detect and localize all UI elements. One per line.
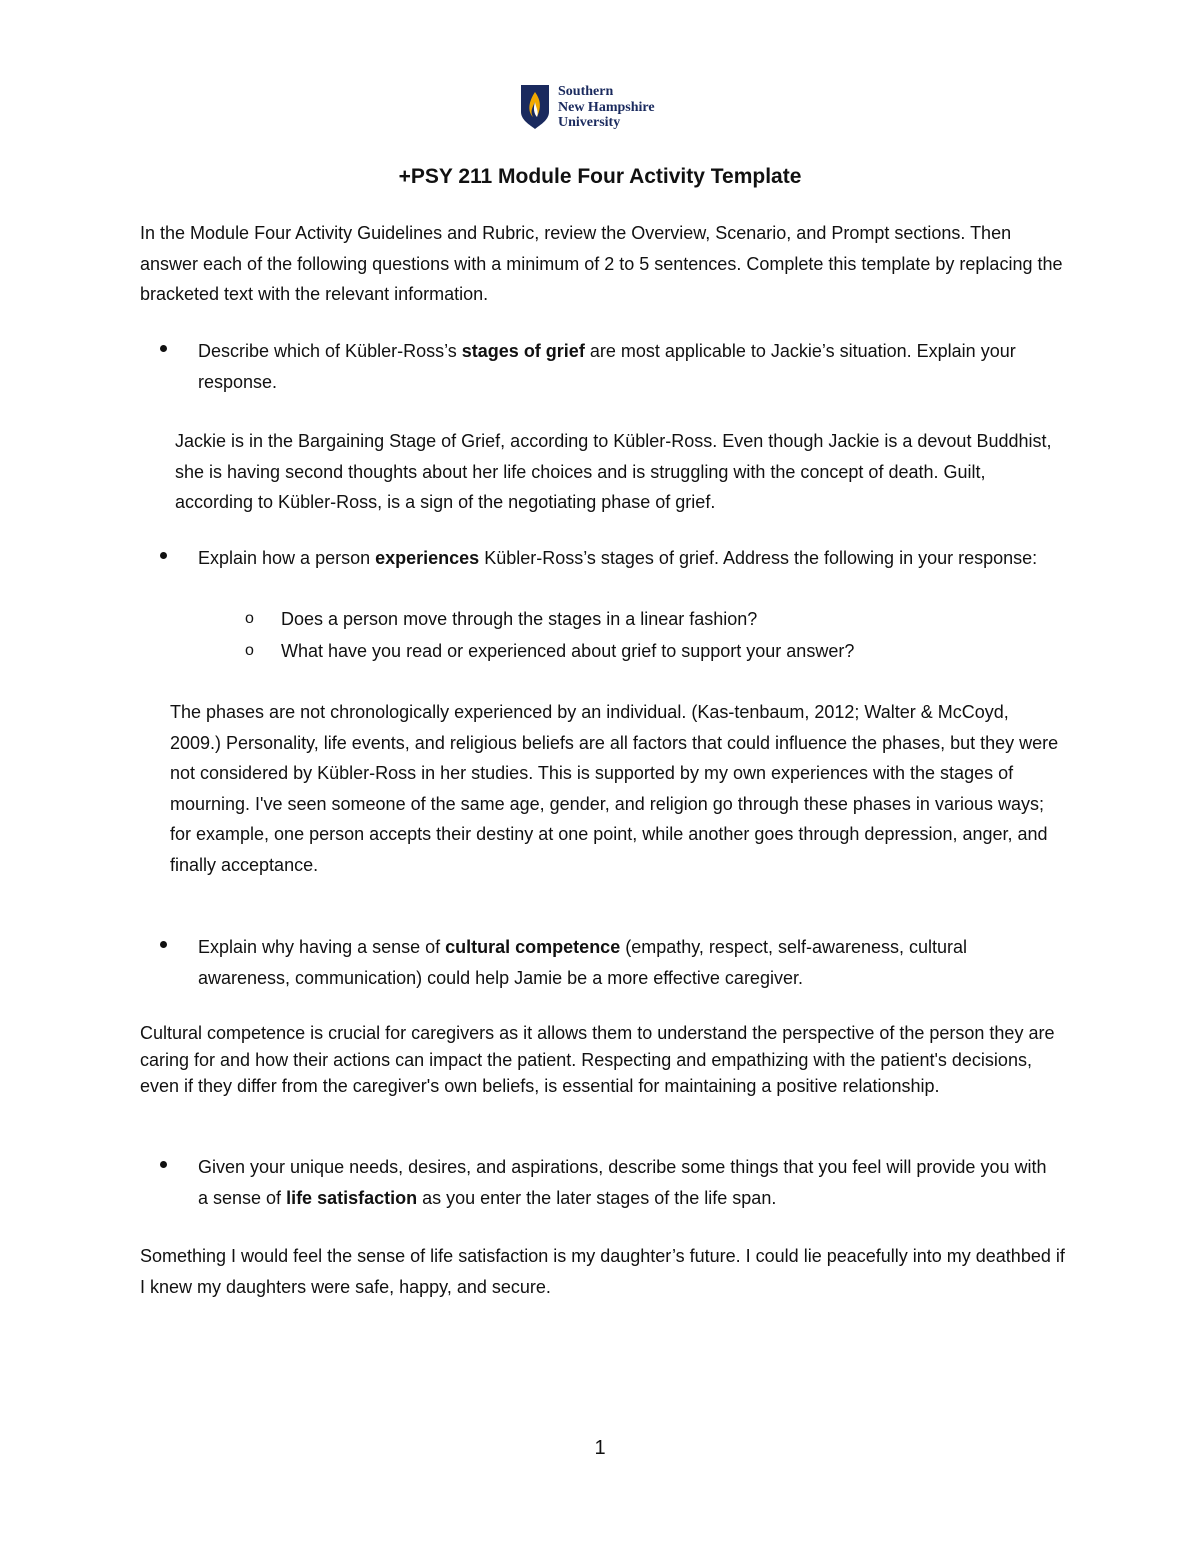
question-keyword: stages of grief — [461, 341, 585, 361]
answer-4: Something I would feel the sense of life satisfaction is my daughter’s future. I could lie peacefully into my deathbed if I knew my daughters were safe, happy, and secure. — [140, 1246, 1065, 1297]
question-keyword: experiences — [375, 548, 480, 568]
question-4 — [160, 1152, 1060, 1213]
question-text: Kübler-Ross’s stages of grief. Address the following in your response: — [479, 548, 1038, 568]
sub-question-2 — [245, 636, 1065, 667]
page-number: 1 — [594, 1437, 606, 1459]
question-text: are most applicable to Jackie’s situation. Explain your response. — [198, 341, 1016, 392]
question-text: Given your unique needs, desires, and aspirations, describe some things that you feel will provide you with a sense of — [198, 1157, 1047, 1208]
question-keyword: life satisfaction — [286, 1187, 418, 1208]
question-text: (empathy, respect, self-awareness, cultural awareness, communication) could help Jamie be a more effective caregiver. — [198, 937, 968, 988]
bullet-icon — [160, 552, 167, 559]
sub-bullet-icon: o — [245, 642, 254, 659]
logo-line-2: New Hampshire — [558, 99, 655, 115]
logo-line-1: Southern — [558, 84, 614, 99]
logo-wordmark — [558, 84, 655, 131]
question-2 — [160, 543, 1060, 574]
logo-line-3: University — [558, 115, 621, 130]
sub-question-text: What have you read or experienced about grief to support your answer? — [281, 641, 855, 661]
question-keyword: cultural competence — [445, 937, 621, 957]
document-title: +PSY 211 Module Four Activity Template — [398, 165, 802, 188]
bullet-icon — [160, 941, 167, 948]
bullet-icon — [160, 345, 167, 352]
university-logo — [520, 84, 655, 131]
question-1 — [160, 336, 1060, 397]
shield-icon — [520, 84, 550, 130]
answer-1: Jackie is in the Bargaining Stage of Grief, according to Kübler-Ross. Even though Jackie is a devout Buddhist, she is having second thoughts about her life choices and is struggling with the concept of death. Guilt, according to Kübler-Ross, is a sign of the negotiating phase of grief. — [175, 431, 1052, 512]
answer-3: Cultural competence is crucial for caregivers as it allows them to understand the perspective of the person they are caring for and how their actions can impact the patient. Respecting and empathizing with the patient's decisions, even if they differ from the caregiver's own beliefs, is essential for maintaining a positive relationship. — [140, 1023, 1055, 1096]
question-text: as you enter the later stages of the life span. — [417, 1187, 777, 1208]
answer-2: The phases are not chronologically experienced by an individual. (Kas-tenbaum, 2012; Walter & McCoyd, 2009.) Personality, life events, and religious beliefs are all factors that could influence the phases, but they were not considered by Kübler-Ross in her studies. This is supported by my own experiences with the stages of mourning. I've seen someone of the same age, gender, and religion go through these phases in various ways; for example, one person accepts their destiny at one point, while another goes through depression, anger, and finally acceptance. — [170, 702, 1059, 875]
intro-paragraph: In the Module Four Activity Guidelines and Rubric, review the Overview, Scenario, and Prompt sections. Then answer each of the following questions with a minimum of 2 to 5 sentences. Complete this template by replacing the bracketed text with the relevant information. — [140, 223, 1063, 304]
sub-bullet-icon: o — [245, 610, 254, 627]
question-text: Explain why having a sense of — [198, 937, 446, 957]
question-text: Describe which of Kübler-Ross’s — [198, 341, 462, 361]
sub-question-text: Does a person move through the stages in a linear fashion? — [281, 609, 758, 629]
question-text: Explain how a person — [198, 548, 376, 568]
sub-question-1 — [245, 604, 1065, 635]
question-3 — [160, 932, 1060, 993]
bullet-icon — [160, 1161, 167, 1168]
